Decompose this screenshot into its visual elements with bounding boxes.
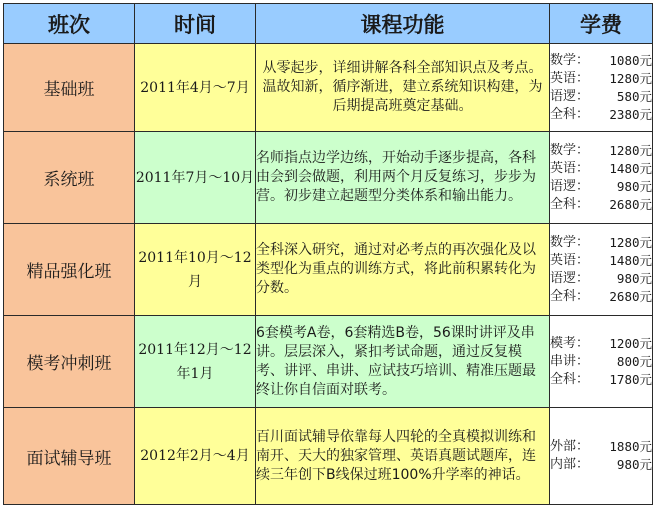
header-row [4,4,653,44]
fee-label: 全科： [550,106,590,122]
time-range: 2011年12月～12年1月 [135,316,256,408]
fee-label: 全科： [550,288,590,304]
fee-label: 数学： [550,142,590,158]
table-row [4,44,653,132]
fee-label: 模考： [550,335,590,351]
fee-line [550,335,652,353]
fee-line [550,52,652,70]
class-name: 精品强化班 [4,224,135,316]
class-name: 基础班 [4,44,135,132]
table-row [4,132,653,224]
fee-amount: 1080元 [609,52,652,68]
fee-line [550,142,652,160]
fee-amount: 580元 [616,88,652,104]
class-name: 面试辅导班 [4,408,135,505]
fee-amount: 1880元 [609,439,652,454]
fee-cell [550,132,653,224]
fee-amount: 980元 [616,457,652,472]
fee-line [550,234,652,252]
fee-amount: 1280元 [609,142,652,158]
fee-line [550,288,652,306]
fee-line [550,252,652,270]
fee-line [550,196,652,214]
fee-cell [550,316,653,408]
header-fee: 学费 [550,4,653,44]
course-function: 百川面试辅导依靠每人四轮的全真模拟训练和南开、天大的独家管理、英语真题试题库，连续三年创下B线保过班100%升学率的神话。 [256,408,550,505]
fee-label: 串讲： [550,353,590,369]
fee-line [550,70,652,88]
table-row [4,316,653,408]
fee-amount: 2680元 [609,288,652,304]
fee-label: 内部： [550,457,590,472]
fee-amount: 1480元 [609,160,652,176]
header-function: 课程功能 [256,4,550,44]
fee-line [550,270,652,288]
time-range: 2011年10月～12月 [135,224,256,316]
time-range: 2011年7月～10月 [135,132,256,224]
fee-amount: 1280元 [609,234,652,250]
fee-label: 全科： [550,196,590,212]
table-row [4,408,653,505]
course-function: 全科深入研究，通过对必考点的再次强化及以类型化为重点的训练方式，将此前积累转化为分数。 [256,224,550,316]
fee-label: 全科： [550,371,590,387]
fee-line [550,178,652,196]
fee-label: 数学： [550,52,590,68]
fee-amount: 800元 [616,353,652,369]
header-time: 时间 [135,4,256,44]
fee-label: 英语： [550,70,590,86]
fee-label: 外部： [550,439,590,454]
fee-line [550,88,652,106]
course-function: 名师指点边学边练，开始动手逐步提高，各科由会到会做题，利用两个月反复练习，步步为营。初步建立起题型分类体系和输出能力。 [256,132,550,224]
class-name: 模考冲刺班 [4,316,135,408]
fee-line [550,438,652,456]
fee-label: 数学： [550,234,590,250]
course-function: 6套模考A卷，6套精选B卷，56课时讲评及串讲。层层深入，紧扣考试命题，通过反复模考、讲评、串讲、应试技巧培训、精准压题最终让你自信面对联考。 [256,316,550,408]
fee-amount: 1780元 [609,371,652,387]
fee-line [550,456,652,474]
fee-line [550,353,652,371]
fee-amount: 980元 [616,178,652,194]
fee-cell [550,408,653,505]
time-range: 2011年4月～7月 [135,44,256,132]
fee-label: 语逻： [550,178,590,194]
fee-amount: 2380元 [609,106,652,122]
header-class: 班次 [4,4,135,44]
fee-amount: 1280元 [609,70,652,86]
class-name: 系统班 [4,132,135,224]
course-table [3,3,653,505]
fee-amount: 980元 [616,270,652,286]
fee-line [550,371,652,389]
fee-amount: 1480元 [609,252,652,268]
fee-amount: 2680元 [609,196,652,212]
table-row [4,224,653,316]
time-range: 2012年2月～4月 [135,408,256,505]
fee-label: 语逻： [550,88,590,104]
fee-label: 英语： [550,252,590,268]
fee-amount: 1200元 [609,335,652,351]
fee-line [550,106,652,124]
fee-cell [550,224,653,316]
fee-label: 语逻： [550,270,590,286]
fee-label: 英语： [550,160,590,176]
fee-cell [550,44,653,132]
fee-line [550,160,652,178]
course-function: 从零起步，详细讲解各科全部知识点及考点。温故知新，循序渐进，建立系统知识构建，为后期提高班奠定基础。 [256,44,550,132]
